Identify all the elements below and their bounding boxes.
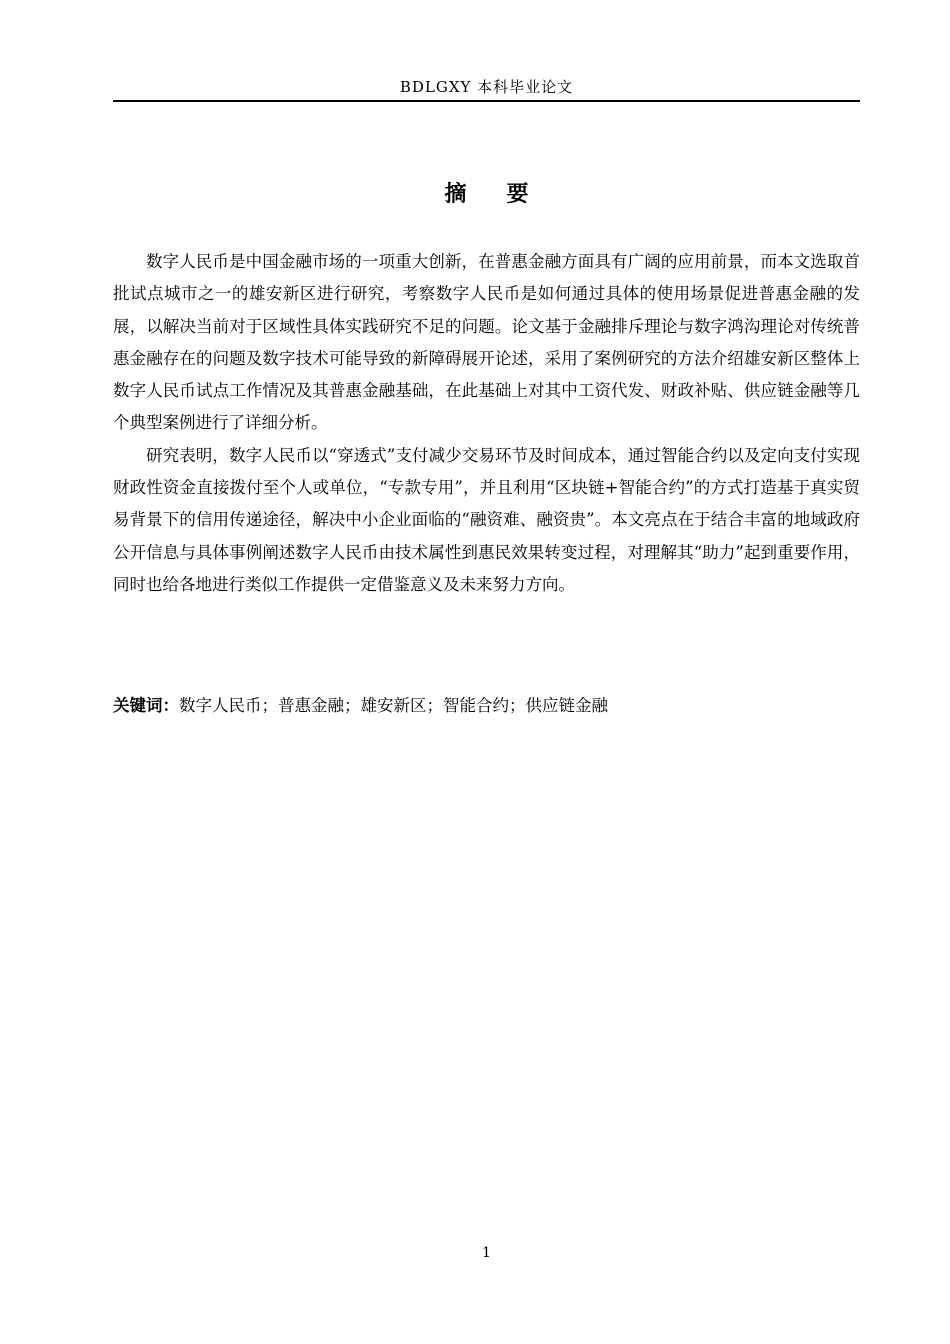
keywords-label: 关键词：: [113, 696, 179, 715]
keywords-value: 数字人民币；普惠金融；雄安新区；智能合约；供应链金融: [179, 696, 608, 715]
abstract-title: 摘要: [444, 182, 569, 207]
abstract-body: [113, 246, 860, 601]
keywords-line: [113, 692, 860, 720]
abstract-paragraph-1: 数字人民币是中国金融市场的一项重大创新，在普惠金融方面具有广阔的应用前景，而本文选取首批试点城市之一的雄安新区进行研究，考察数字人民币是如何通过具体的使用场景促进普惠金融的发展，以解决当前对于区域性具体实践研究不足的问题。论文基于金融排斥理论与数字鸿沟理论对传统普惠金融存在的问题及数字技术可能导致的新障碍展开论述，采用了案例研究的方法介绍雄安新区整体上数字人民币试点工作情况及其普惠金融基础，在此基础上对其中工资代发、财政补贴、供应链金融等几个典型案例进行了详细分析。: [113, 252, 860, 433]
abstract-paragraph-2: 研究表明，数字人民币以“穿透式”支付减少交易环节及时间成本，通过智能合约以及定向支付实现财政性资金直接拨付至个人或单位，“专款专用”，并且利用“区块链+智能合约”的方式打造基于真实贸易背景下的信用传递途径，解决中小企业面临的“融资难、融资贵”。本文亮点在于结合丰富的地域政府公开信息与具体事例阐述数字人民币由技术属性到惠民效果转变过程，对理解其“助力”起到重要作用，同时也给各地进行类似工作提供一定借鉴意义及未来努力方向。: [113, 445, 860, 594]
running-header: BDLGXY 本科毕业论文: [399, 78, 574, 96]
page-number: 1: [482, 1245, 491, 1261]
header-rule: [113, 100, 860, 102]
